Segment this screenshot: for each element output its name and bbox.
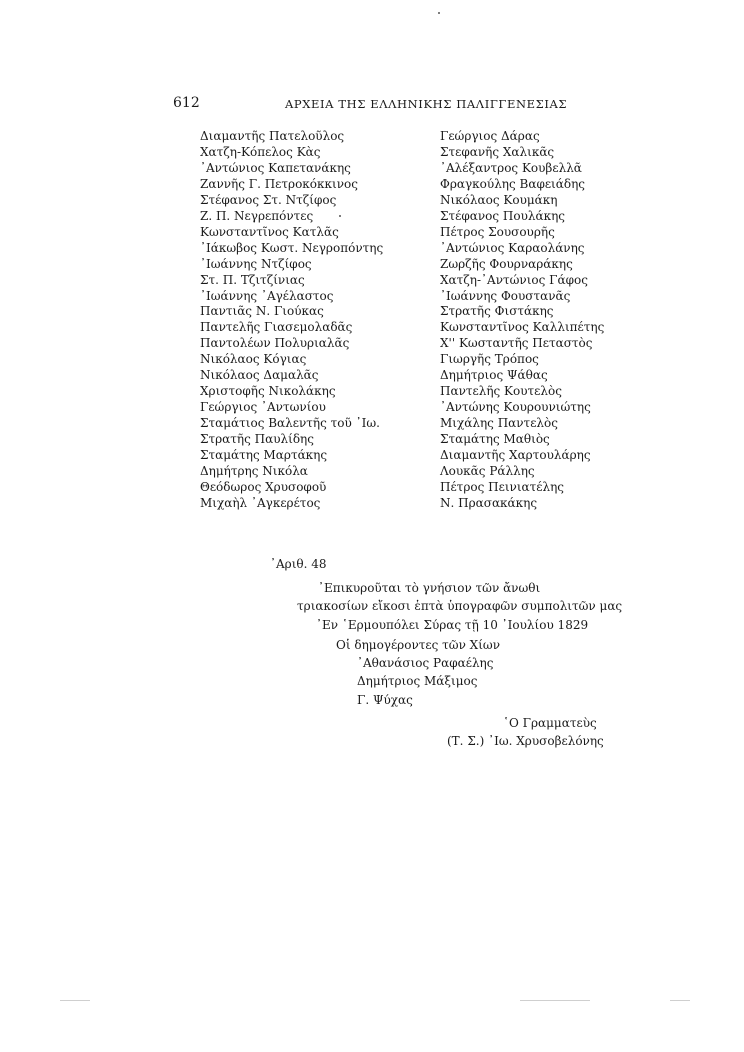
signatory-name: ᾿Αντώνης Κουρουνιώτης: [440, 400, 591, 415]
signatory-name: Ζαννῆς Γ. Πετροκόκκινος: [200, 176, 358, 191]
signatory-name: Παντελῆς Κουτελὸς: [440, 384, 562, 399]
signatory-name: ᾿Ιάκωβος Κωστ. Νεγροπόντης: [200, 240, 384, 255]
signatory-name: Γεώργιος ᾿Αντωνίου: [200, 400, 326, 415]
elders-heading: Οἱ δημογέροντες τῶν Χίων: [336, 638, 501, 652]
signatory-name: ᾿Αλέξαντρος Κουβελλᾶ: [440, 160, 582, 175]
signatory-name: Νικόλαος Κόγιας: [200, 352, 307, 367]
scan-speck: [339, 215, 341, 217]
secretary-title: ῾Ο Γραμματεὺς: [503, 716, 597, 730]
signatory-name: Διαμαντῆς Χαρτουλάρης: [440, 448, 591, 463]
signatory-name: Στρατῆς Φιστάκης: [440, 304, 554, 319]
signatory-name: Σταμάτιος Βαλεντῆς τοῦ ᾿Ιω.: [200, 416, 380, 431]
page-number: 612: [173, 95, 200, 111]
signatory-name: Κωνσταντῖνος Κατλᾶς: [200, 224, 339, 239]
elder-signature-1: ᾿Αθανάσιος Ραφαέλης: [357, 656, 494, 670]
signatory-name: Ζωρζῆς Φουρναράκης: [440, 256, 573, 271]
document-number: ᾿Αριθ. 48: [270, 557, 327, 571]
scan-noise: [670, 1000, 690, 1001]
signatory-name: Δημήτριος Ψάθας: [440, 368, 548, 383]
certification-line-2: τριακοσίων εἴκοσι ἑπτὰ ὑπογραφῶν συμπολιτῶν μας: [297, 599, 623, 613]
certification-line-1: ᾿Επικυροῦται τὸ γνήσιον τῶν ἄνωθι: [318, 581, 541, 595]
signatory-name: Φραγκούλης Βαφειάδης: [440, 176, 586, 191]
scan-noise: [60, 1000, 90, 1001]
elder-signature-2: Δημήτριος Μάξιμος: [357, 674, 478, 688]
signatory-name: Χ'' Κωσταντῆς Πεταστὸς: [440, 336, 593, 351]
secretary-signature: (Τ. Σ.) ᾿Ιω. Χρυσοβελόνης: [447, 734, 604, 748]
signatory-name: ᾿Ιωάννης Ντζίφος: [200, 256, 312, 271]
signatory-name: ᾿Αντώνιος Καπετανάκης: [200, 160, 351, 175]
signatory-name: Σταμάτης Μαθιὸς: [440, 432, 550, 447]
signatory-name: Στ. Π. Τζιτζίνιας: [200, 272, 305, 287]
scan-noise: [520, 1000, 590, 1001]
signatory-name: Μιχάλης Παντελὸς: [440, 416, 558, 431]
running-title: ΑΡΧΕΙΑ ΤΗΣ ΕΛΛΗΝΙΚΗΣ ΠΑΛΙΓΓΕΝΕΣΙΑΣ: [285, 97, 568, 111]
scan-speck: [438, 12, 440, 14]
signatory-name: Δημήτρης Νικόλα: [200, 464, 308, 479]
signatory-name: Στεφανῆς Χαλικᾶς: [440, 144, 555, 159]
signatory-name: Νικόλαος Δαμαλᾶς: [200, 368, 319, 383]
signatory-name: Διαμαντῆς Πατελοῦλος: [200, 129, 345, 143]
signatory-name: Στέφανος Πουλάκης: [440, 208, 566, 223]
signatory-name: Σταμάτης Μαρτάκης: [200, 448, 328, 463]
signatory-name: Πέτρος Σουσουρῆς: [440, 224, 555, 239]
signatory-name: Ν. Πρασακάκης: [440, 495, 538, 510]
signatory-name: Χατζη-᾿Αντώνιος Γάφος: [440, 272, 588, 287]
signatory-name: Πέτρος Πεινιατέλης: [440, 479, 564, 494]
signatory-name: Κωνσταντῖνος Καλλιπέτης: [440, 320, 605, 335]
signatory-name: Παντελῆς Γιασεμολαδᾶς: [200, 320, 353, 335]
signatory-name: Χριστοφῆς Νικολάκης: [200, 384, 336, 399]
signatory-name: Στέφανος Στ. Ντζίφος: [200, 192, 337, 207]
signatory-name: Γεώργιος Δάρας: [440, 129, 540, 143]
signatory-name: Στρατῆς Παυλίδης: [200, 432, 314, 447]
elder-signature-3: Γ. Ψύχας: [357, 693, 413, 707]
signatory-name: Μιχαὴλ ᾿Αγκερέτος: [200, 495, 321, 510]
signatory-name: Νικόλαος Κουμάκη: [440, 192, 558, 207]
place-date-line: ᾿Εν ῾Ερμουπόλει Σύρας τῇ 10 ᾿Ιουλίου 1829: [316, 618, 589, 632]
signatory-name: Παντιᾶς Ν. Γιούκας: [200, 304, 324, 319]
signatory-name: Παντολέων Πολυριαλᾶς: [200, 336, 350, 351]
signatory-name: ᾿Ιωάννης ᾿Αγέλαστος: [200, 288, 334, 303]
signatories-right-column: [440, 129, 604, 512]
signatory-name: Ζ. Π. Νεγρεπόντες: [200, 208, 314, 223]
signatory-name: Γιωργῆς Τρόπος: [440, 352, 539, 367]
signatory-name: Λουκᾶς Ράλλης: [440, 464, 535, 479]
signatory-name: ᾿Αντώνιος Καραολάνης: [440, 240, 585, 255]
signatory-name: Θεόδωρος Χρυσοφοῦ: [200, 479, 327, 494]
signatory-name: ᾿Ιωάννης Φουστανᾶς: [440, 288, 571, 303]
signatory-name: Χατζη-Κόπελος Κὰς: [200, 144, 321, 159]
signatories-left-column: [200, 129, 383, 512]
